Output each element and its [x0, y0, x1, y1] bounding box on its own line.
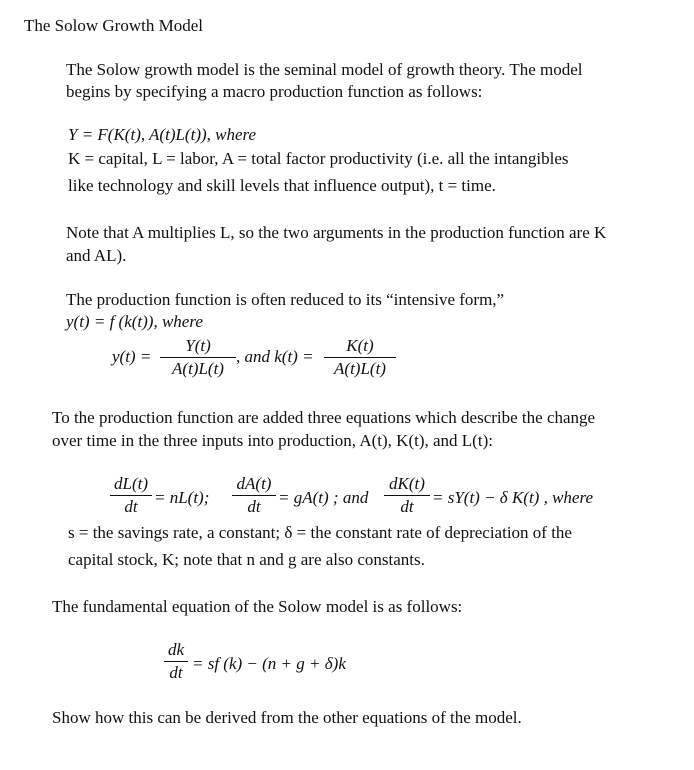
dl-dt-fraction: [110, 474, 152, 517]
page-title: The Solow Growth Model: [24, 16, 203, 35]
k-fraction-bar: [324, 357, 396, 358]
note-line-1: Note that A multiplies L, so the two arguments in the production function are K: [66, 223, 607, 242]
tfp-growth-rhs: = gA(t) ; and: [278, 488, 369, 507]
da-dt-fraction: [232, 474, 276, 517]
da-fraction-bar: [232, 495, 276, 496]
y-fraction-denominator: A(t)L(t): [172, 359, 224, 378]
production-definitions-1: K = capital, L = labor, A = total factor productivity (i.e. all the intangibles: [68, 149, 569, 168]
fundamental-denominator: dt: [169, 663, 183, 682]
k-fraction: [324, 336, 396, 379]
da-denominator: dt: [247, 497, 261, 516]
da-numerator: dA(t): [236, 474, 272, 493]
y-fraction-numerator: Y(t): [185, 336, 211, 355]
labor-growth-rhs: = nL(t);: [154, 488, 210, 507]
production-equation: Y = F(K(t), A(t)L(t)), where: [68, 125, 257, 144]
dl-numerator: dL(t): [114, 474, 148, 493]
production-definitions-2: like technology and skill levels that influence output), t = time.: [68, 176, 496, 195]
dk-fraction-bar: [384, 495, 430, 496]
y-fraction-bar: [160, 357, 236, 358]
fundamental-fraction-bar: [164, 661, 188, 662]
parameter-definitions-1: s = the savings rate, a constant; δ = the constant rate of depreciation of the: [68, 523, 572, 542]
intro-line-1: The Solow growth model is the seminal model of growth theory. The model: [66, 60, 583, 79]
note-line-2: and AL).: [66, 246, 127, 265]
k-definition-lhs: , and k(t) =: [236, 347, 314, 366]
k-fraction-denominator: A(t)L(t): [334, 359, 386, 378]
added-equations-line-1: To the production function are added three equations which describe the change: [52, 408, 596, 427]
intensive-form-equation: y(t) = f (k(t)), where: [66, 312, 203, 331]
dl-denominator: dt: [124, 497, 138, 516]
dk-numerator: dK(t): [389, 474, 425, 493]
capital-growth-rhs: = sY(t) − δ K(t) , where: [432, 488, 594, 507]
dl-fraction-bar: [110, 495, 152, 496]
intensive-form-intro: The production function is often reduced to its “intensive form,”: [66, 290, 505, 309]
fundamental-fraction: [164, 640, 188, 683]
k-fraction-numerator: K(t): [346, 336, 374, 355]
intro-line-2: begins by specifying a macro production function as follows:: [66, 82, 483, 101]
dk-dt-fraction: [384, 474, 430, 517]
fundamental-equation-rhs: = sf (k) − (n + g + δ)k: [192, 654, 346, 673]
added-equations-line-2: over time in the three inputs into production, A(t), K(t), and L(t):: [52, 431, 493, 450]
closing-instruction: Show how this can be derived from the other equations of the model.: [52, 708, 522, 727]
y-definition-lhs: y(t) =: [112, 347, 152, 366]
parameter-definitions-2: capital stock, K; note that n and g are also constants.: [68, 550, 425, 569]
dk-denominator: dt: [400, 497, 414, 516]
fundamental-intro: The fundamental equation of the Solow model is as follows:: [52, 597, 463, 616]
fundamental-numerator: dk: [167, 640, 185, 659]
y-fraction: [160, 336, 236, 379]
